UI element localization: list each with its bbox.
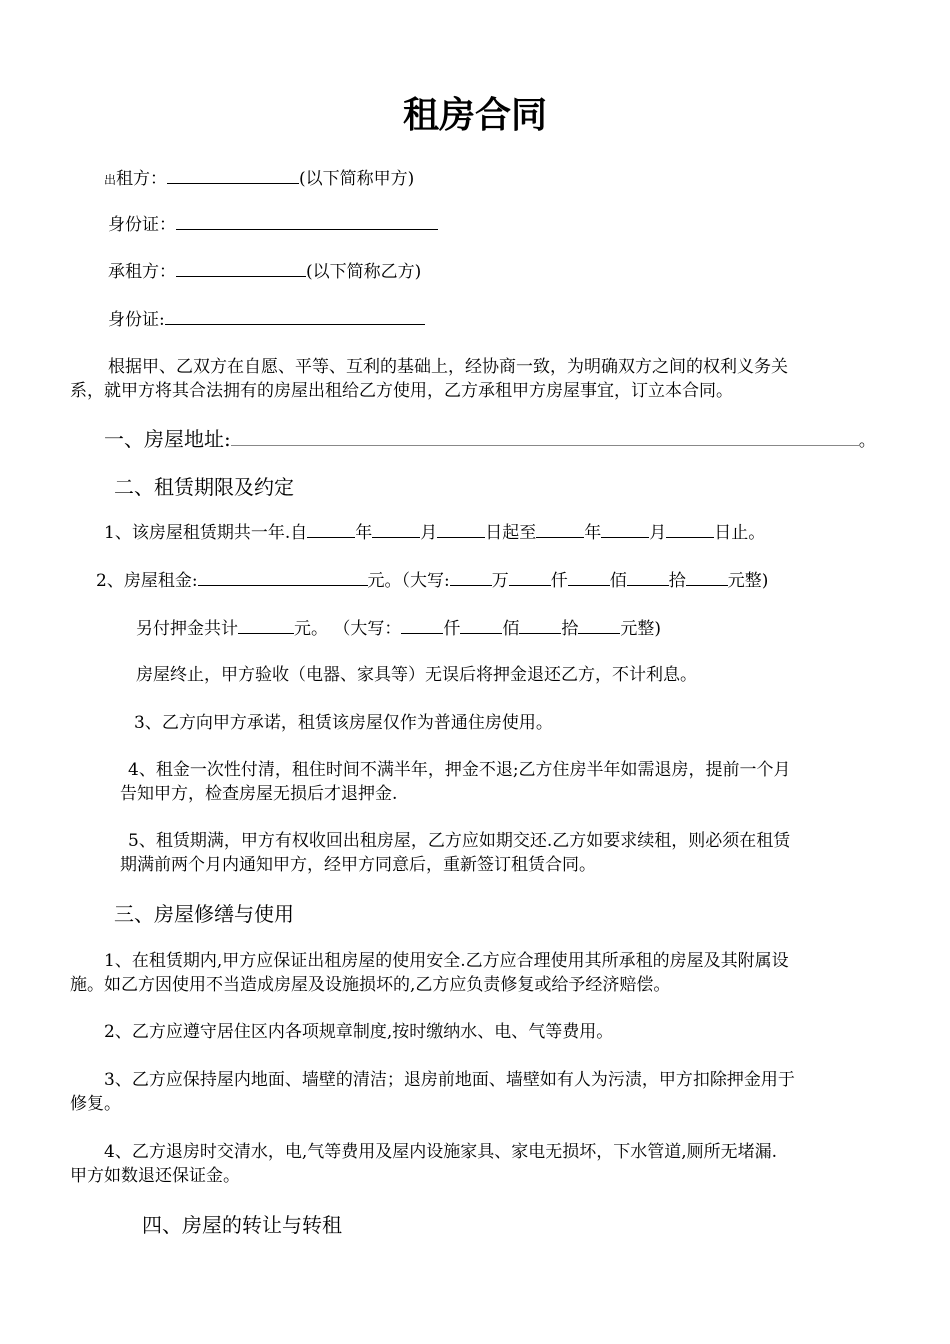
rent-shi-blank[interactable] [627,571,669,586]
lessor-id-line [108,214,438,236]
section-4-heading: 四、房屋的转让与转租 [142,1213,342,1237]
s2-clause-1 [104,522,765,544]
contract-title: 租房合同 [402,95,547,136]
lessor-label: 租方： [116,169,168,189]
s2-c2-c: 万 [491,571,509,591]
section-2-heading: 二、租赁期限及约定 [114,475,294,499]
end-month-blank[interactable] [601,523,649,538]
lessor-line [104,168,414,191]
s2-clause-3: 3、乙方向甲方承诺，租赁该房屋仅作为普通住房使用。 [134,713,553,733]
lessor-suffix: (以下简称甲方) [299,169,415,189]
s2-clause-5-line-2: 期满前两个月内通知甲方，经甲方同意后，重新签订租赁合同。 [120,855,596,875]
rent-wan-blank[interactable] [450,571,492,586]
address-blank[interactable] [231,429,859,446]
deposit-shi-blank[interactable] [519,619,561,634]
s2-dep-c: 仟 [443,619,461,639]
lessee-id-blank[interactable] [165,310,425,325]
lessee-label: 承租方： [108,262,176,282]
deposit-qian-blank[interactable] [401,619,443,634]
s3-clause-3-line-2: 修复。 [70,1094,121,1114]
deposit-amount-blank[interactable] [238,619,294,634]
s2-c1-f: 月 [649,523,667,543]
intro-line-1: 根据甲、乙双方在自愿、平等、互利的基础上，经协商一致，为明确双方之间的权利义务关 [108,357,788,377]
s2-dep-d: 佰 [502,619,520,639]
s2-refund: 房屋终止，甲方验收（电器、家具等）无误后将押金退还乙方，不计利息。 [136,665,697,685]
lessor-name-blank[interactable] [167,169,299,184]
s2-dep-e: 拾 [561,619,579,639]
s2-c2-g: 元整) [727,571,769,591]
lessee-name-blank[interactable] [176,262,306,277]
section-3-heading: 三、房屋修缮与使用 [114,902,294,926]
s3-clause-4-line-2: 甲方如数退还保证金。 [70,1166,240,1186]
deposit-yuan-blank[interactable] [578,619,620,634]
s2-c1-c: 月 [420,523,438,543]
section-1-heading: 一、房屋地址: [104,427,231,451]
s3-clause-3-line-1: 3、乙方应保持屋内地面、墙壁的清洁；退房前地面、墙壁如有人为污渍，甲方扣除押金用于 [104,1070,795,1090]
s2-c2-e: 佰 [609,571,627,591]
rent-amount-blank[interactable] [198,571,368,586]
lessee-id-line [108,309,425,331]
lessor-id-label: 身份证： [108,215,176,235]
s2-c2-d: 仟 [550,571,568,591]
s2-clause-2 [96,570,768,592]
s3-clause-4-line-1: 4、乙方退房时交清水，电,气等费用及屋内设施家具、家电无损坏，下水管道,厕所无堵漏. [104,1142,778,1162]
s2-clause-4-line-1: 4、租金一次性付清，租住时间不满半年，押金不退;乙方住房半年如需退房，提前一个月 [128,760,791,780]
section-1-end: 。 [858,431,876,451]
s3-clause-1-line-2: 施。如乙方因使用不当造成房屋及设施损坏的,乙方应负责修复或给予经济赔偿。 [70,975,671,995]
start-year-blank[interactable] [307,523,355,538]
s2-c1-b: 年 [355,523,373,543]
lessee-line [108,261,421,283]
s2-dep-b: 元。 （大写： [294,619,402,639]
s2-clause-4-line-2: 告知甲方，检查房屋无损后才退押金. [120,784,398,804]
start-month-blank[interactable] [372,523,420,538]
s2-dep-a: 另付押金共计 [136,619,238,639]
lessor-label-prefix: 出 [104,173,117,187]
s2-c2-f: 拾 [668,571,686,591]
end-day-blank[interactable] [666,523,714,538]
s2-dep-f: 元整) [620,619,662,639]
s2-c1-g: 日止。 [714,523,766,543]
lessor-id-blank[interactable] [176,215,438,230]
lessee-suffix: (以下简称乙方) [306,262,422,282]
deposit-bai-blank[interactable] [460,619,502,634]
s2-c1-d: 日起至 [485,523,537,543]
s2-deposit [136,618,661,640]
s2-c2-a: 2、房屋租金: [96,571,198,591]
s3-clause-1-line-1: 1、在租赁期内,甲方应保证出租房屋的使用安全.乙方应合理使用其所承租的房屋及其附属设 [104,951,789,971]
rent-bai-blank[interactable] [568,571,610,586]
end-year-blank[interactable] [536,523,584,538]
s2-clause-5-line-1: 5、租赁期满，甲方有权收回出租房屋，乙方应如期交还.乙方如要求续租，则必须在租赁 [128,831,791,851]
start-day-blank[interactable] [437,523,485,538]
section-1-line [104,426,876,454]
lessee-id-label: 身份证: [108,310,165,330]
rent-yuan-blank[interactable] [686,571,728,586]
s2-c1-a: 1、该房屋租赁期共一年.自 [104,523,308,543]
s2-c2-b: 元。（大写: [367,571,450,591]
rent-qian-blank[interactable] [509,571,551,586]
s2-c1-e: 年 [584,523,602,543]
intro-line-2: 系，就甲方将其合法拥有的房屋出租给乙方使用，乙方承租甲方房屋事宜，订立本合同。 [70,381,733,401]
s3-clause-2: 2、乙方应遵守居住区内各项规章制度,按时缴纳水、电、气等费用。 [104,1022,614,1042]
